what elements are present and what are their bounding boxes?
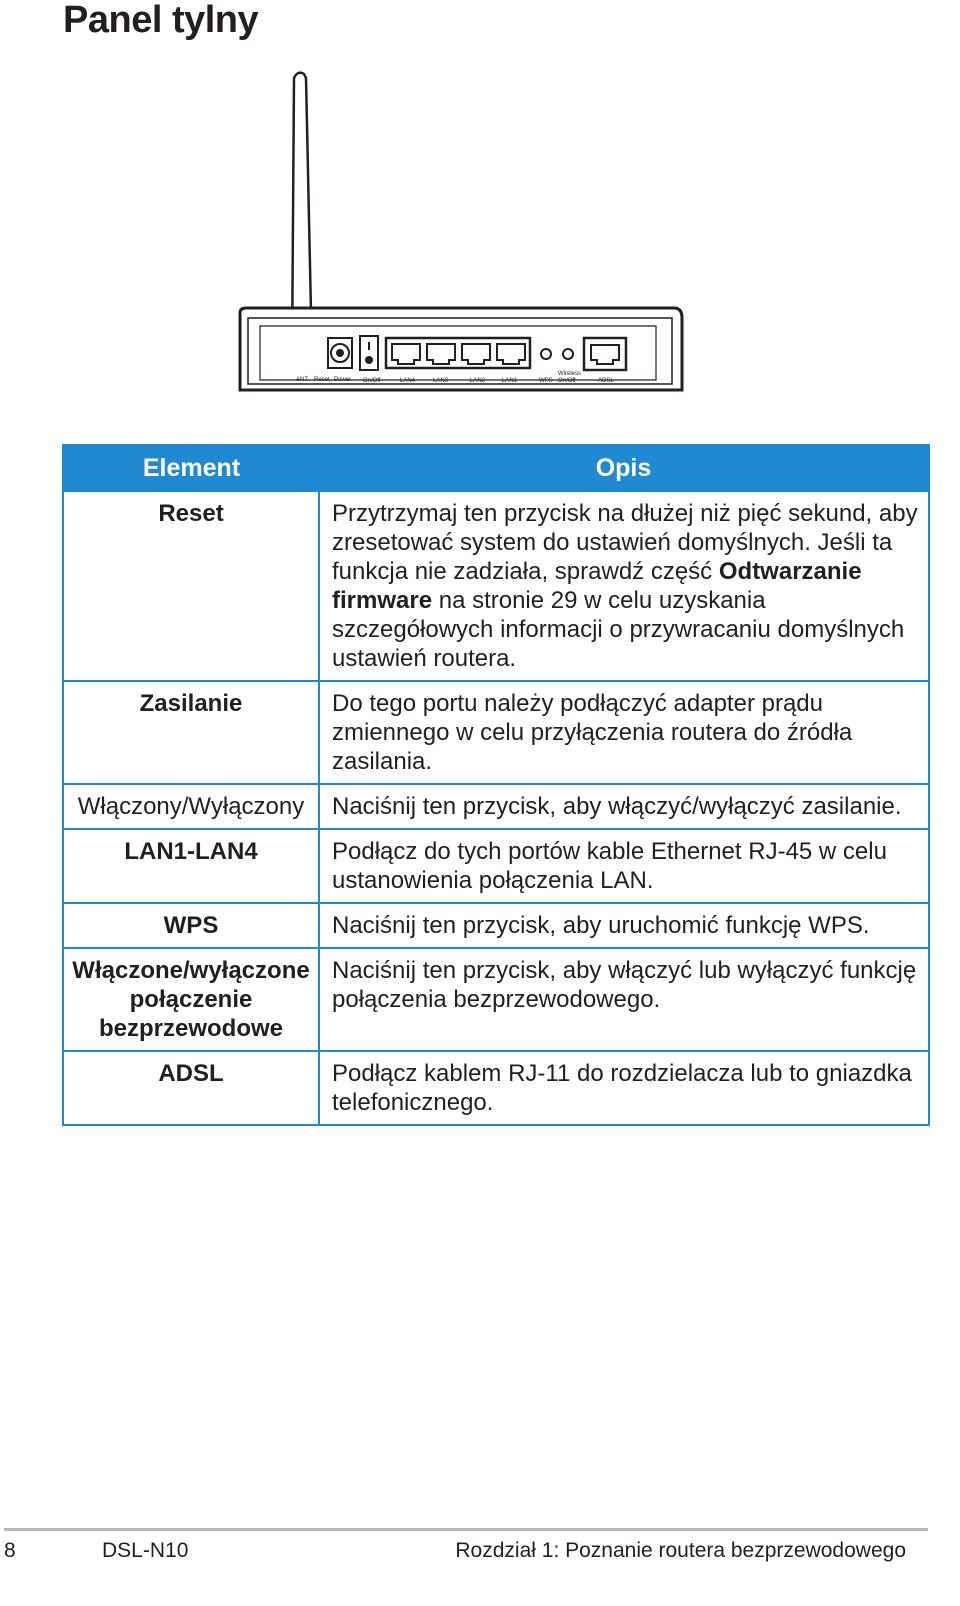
row-description: Do tego portu należy podłączyć adapter prądu zmiennego w celu przyłączenia routera do źródła zasilania.: [319, 681, 929, 784]
table-header-row: [63, 445, 929, 491]
label-lan1: LAN1: [502, 378, 518, 384]
footer-divider: [4, 1528, 928, 1531]
table-row: [63, 903, 929, 948]
label-ant: ANT: [296, 377, 308, 383]
label-power: Power: [334, 377, 352, 383]
header-description: Opis: [319, 445, 929, 491]
router-rear-panel-diagram: [226, 68, 694, 408]
table-row: [63, 829, 929, 903]
lan-ports-icon: [386, 338, 530, 368]
row-element: Włączony/Wyłączony: [63, 784, 319, 829]
row-element: Reset: [63, 491, 319, 681]
table-row: [63, 784, 929, 829]
row-description: Podłącz do tych portów kable Ethernet RJ-45 w celu ustanowienia połączenia LAN.: [319, 829, 929, 903]
label-wireless-on-off: On/Off: [558, 378, 576, 384]
rear-panel-table: [62, 444, 930, 1126]
table-row: [63, 491, 929, 681]
row-element: Włączone/wyłączone połączenie bezprzewodowe: [63, 948, 319, 1051]
label-wps: WPS: [539, 378, 553, 384]
label-reset: Reset: [314, 377, 330, 383]
row-description: Przytrzymaj ten przycisk na dłużej niż pięć sekund, aby zresetować system do ustawień domyślnych. Jeśli ta funkcja nie zadziała, sprawdź część Odtwarzanie firmware na stronie 29 w celu uzyskania szczegółowych informacji o przywracaniu domyślnych ustawień routera.: [319, 491, 929, 681]
label-lan3: LAN3: [433, 378, 449, 384]
power-switch-icon: [360, 336, 378, 370]
adsl-port-icon: [584, 338, 626, 370]
label-lan4: LAN4: [400, 378, 416, 384]
wireless-button-icon: [563, 349, 573, 359]
chapter-title: Rozdział 1: Poznanie routera bezprzewodowego: [455, 1539, 906, 1562]
row-element: WPS: [63, 903, 319, 948]
label-wireless: Wireless: [558, 371, 582, 377]
firmware-section-reference: Odtwarzanie firmware: [332, 558, 862, 614]
page-number: 8: [4, 1539, 16, 1562]
row-element: LAN1-LAN4: [63, 829, 319, 903]
table-row: [63, 948, 929, 1051]
model-name: DSL-N10: [102, 1539, 189, 1562]
power-jack-icon: [328, 338, 352, 368]
label-on-off: On/Off: [363, 378, 381, 384]
page-title: Panel tylny: [63, 0, 259, 41]
table-row: [63, 681, 929, 784]
row-description: Naciśnij ten przycisk, aby włączyć/wyłączyć zasilanie.: [319, 784, 929, 829]
row-description: Podłącz kablem RJ-11 do rozdzielacza lub to gniazdka telefonicznego.: [319, 1051, 929, 1125]
row-element: Zasilanie: [63, 681, 319, 784]
row-description: Naciśnij ten przycisk, aby włączyć lub wyłączyć funkcję połączenia bezprzewodowego.: [319, 948, 929, 1051]
table-row: [63, 1051, 929, 1125]
label-lan2: LAN2: [470, 378, 486, 384]
row-description: Naciśnij ten przycisk, aby uruchomić funkcję WPS.: [319, 903, 929, 948]
label-adsl: ADSL: [598, 378, 614, 384]
header-element: Element: [63, 445, 319, 491]
wps-button-icon: [541, 349, 551, 359]
row-element: ADSL: [63, 1051, 319, 1125]
